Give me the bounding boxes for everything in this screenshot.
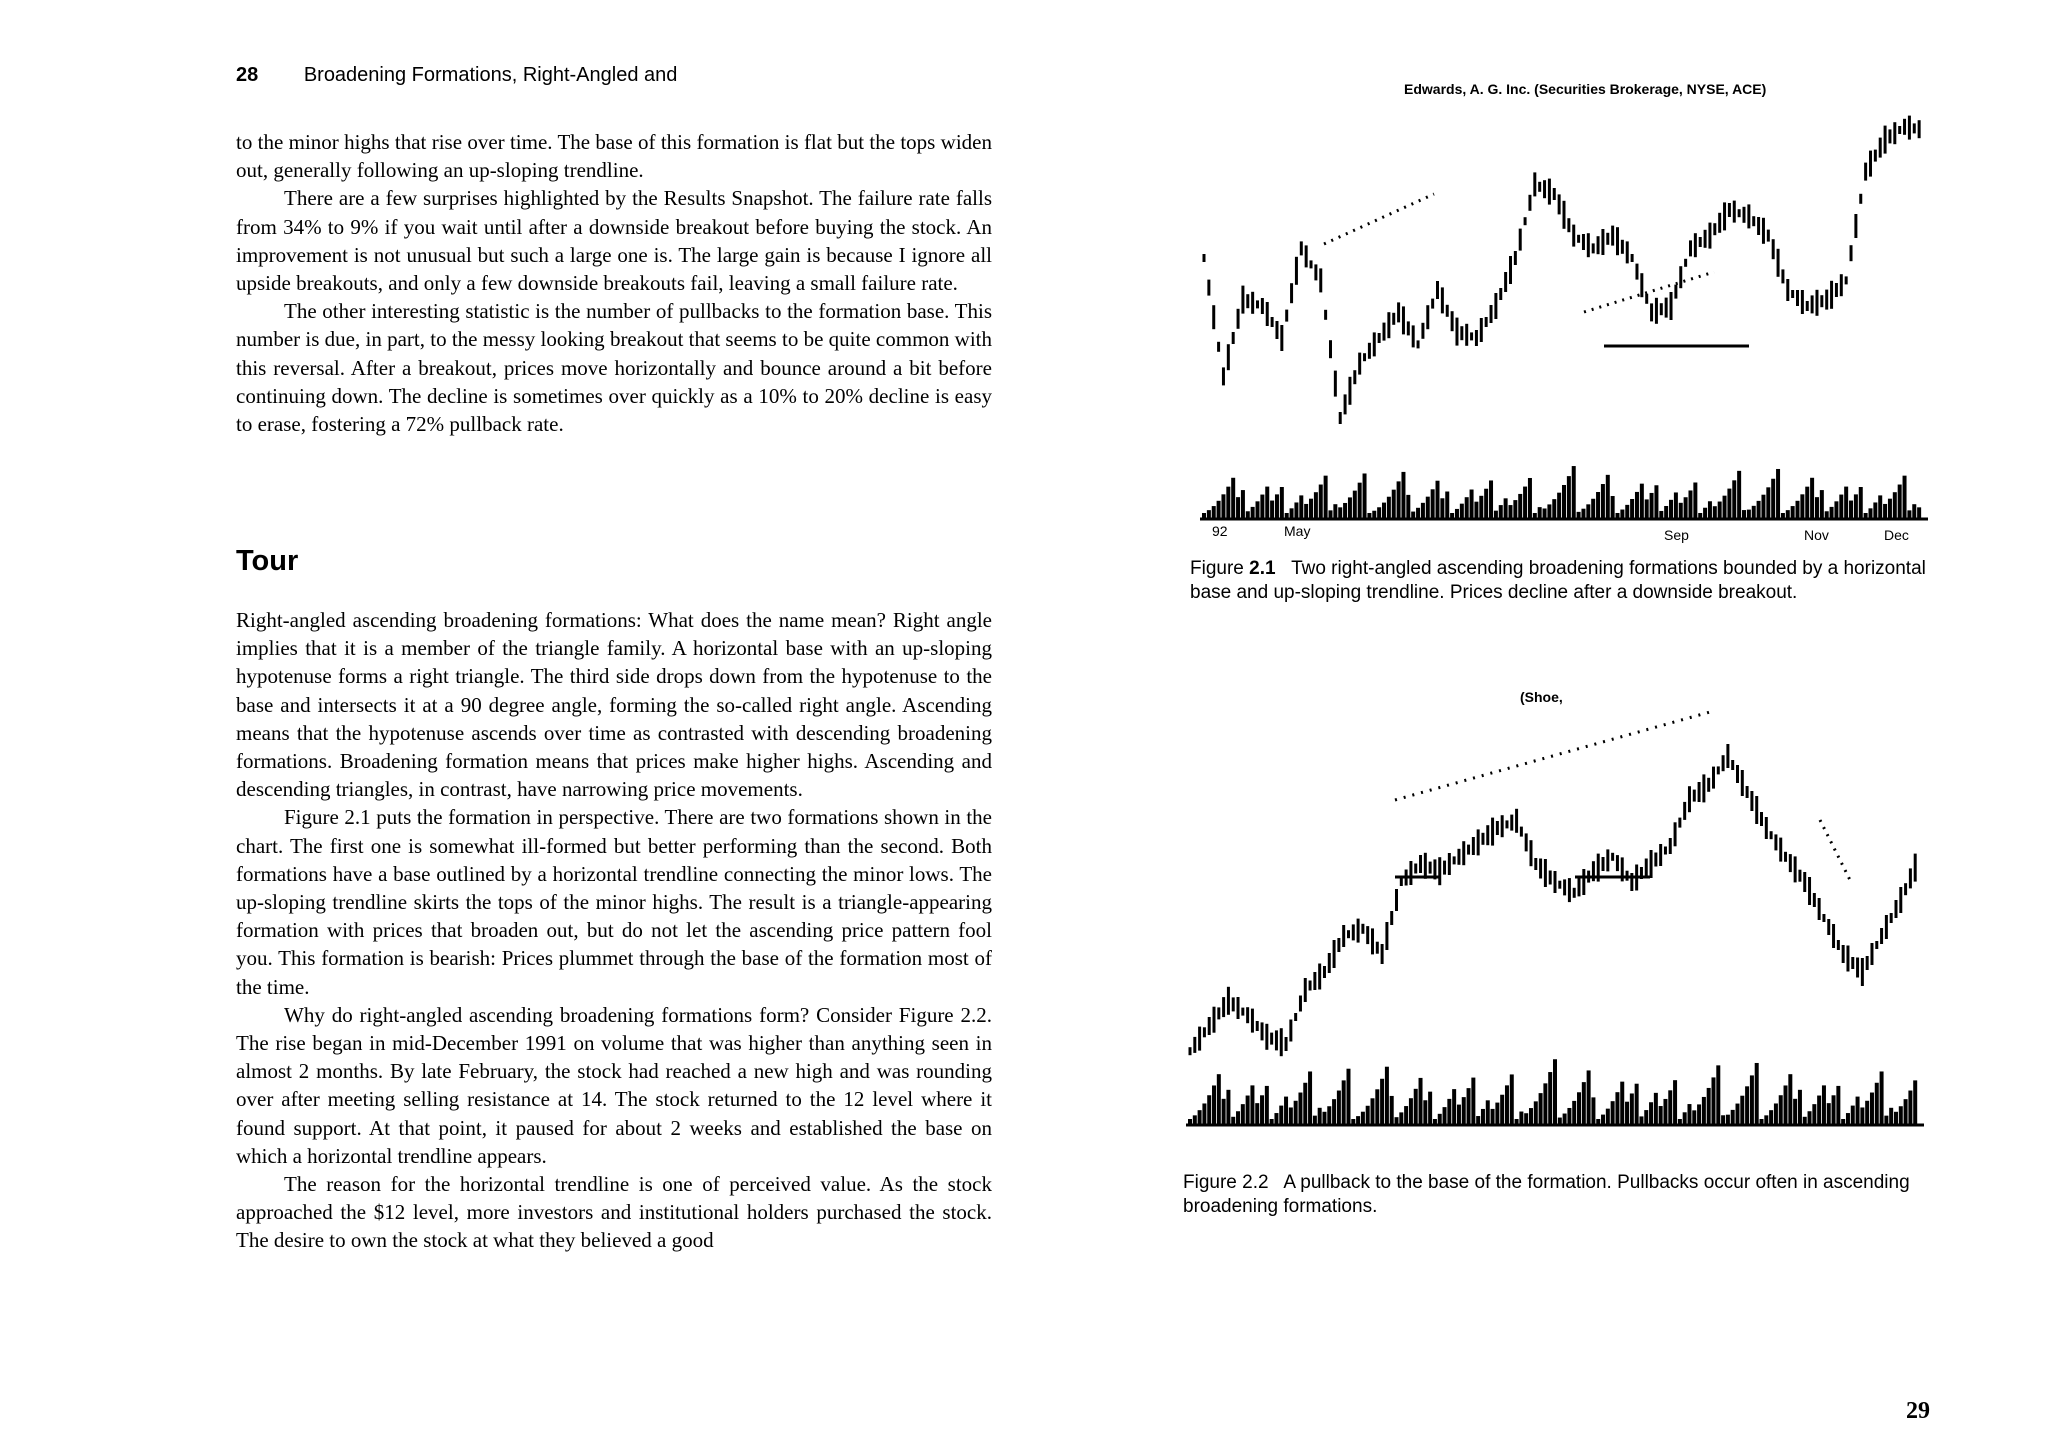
trendline-top <box>1395 712 1710 800</box>
volume-bar <box>1875 1083 1879 1125</box>
volume-bar <box>1800 494 1804 519</box>
volume-bar <box>1849 501 1853 519</box>
volume-bar <box>1338 507 1342 519</box>
tick-label: 92 <box>1212 523 1228 539</box>
volume-bar <box>1346 1069 1350 1125</box>
volume-bar <box>1830 507 1834 519</box>
volume-bar <box>1251 507 1255 519</box>
volume-bar <box>1635 492 1639 519</box>
volume-bar <box>1489 480 1493 519</box>
volume-bar <box>1788 1074 1792 1125</box>
figure-2-1-chart <box>1184 74 1964 544</box>
volume-bar <box>1805 487 1809 519</box>
volume-bar <box>1390 1096 1394 1125</box>
volume-bar <box>1683 1112 1687 1125</box>
volume-bar <box>1688 490 1692 519</box>
volume-bar <box>1212 506 1216 519</box>
volume-bar <box>1440 498 1444 519</box>
volume-bar <box>1798 1090 1802 1125</box>
volume-bar <box>1385 1067 1389 1125</box>
volume-bar <box>1834 501 1838 519</box>
volume-bar <box>1419 1078 1423 1125</box>
volume-bar <box>1250 1085 1254 1125</box>
volume-bar <box>1908 1091 1912 1125</box>
volume-bar <box>1836 1086 1840 1125</box>
volume-bar <box>1284 1097 1288 1125</box>
volume-bar <box>1510 1074 1514 1125</box>
x-axis-labels <box>1212 523 1909 543</box>
volume-bar <box>1708 501 1712 519</box>
volume-bar <box>1793 1099 1797 1125</box>
volume-bar <box>1231 478 1235 519</box>
volume-bar <box>1865 1101 1869 1125</box>
volume-bar <box>1553 1059 1557 1125</box>
volume-bar <box>1319 485 1323 519</box>
volume-bar <box>1745 1086 1749 1125</box>
volume-bar <box>1859 487 1863 519</box>
caption-text: A pullback to the base of the formation. Pullbacks occur often in ascending broadening formations. <box>1183 1172 1910 1217</box>
volume-bar <box>1375 1089 1379 1125</box>
paragraph: Why do right-angled ascending broadening formations form? Consider Figure 2.2. The rise began in mid-December 1991 on volume that was higher than anything seen in almost 2 months. By late February, the stock had reached a new high and was rounding over after meeting selling resistance at 14. The stock returned to the 12 level where it found support. At that point, it paused for about 2 weeks and established the base on which a horizontal trendline appears. <box>236 1002 992 1168</box>
volume-bar <box>1499 505 1503 519</box>
figure-2-2-caption <box>1183 1171 1953 1219</box>
trendline-pullback <box>1820 820 1850 880</box>
volume-bar <box>1827 1103 1831 1125</box>
volume-bar <box>1392 490 1396 519</box>
volume-bar <box>1912 504 1916 519</box>
volume-bar <box>1416 508 1420 519</box>
volume-bar <box>1280 487 1284 519</box>
volume-bar <box>1207 1095 1211 1125</box>
volume-bar <box>1428 1092 1432 1125</box>
volume-bar <box>1465 497 1469 519</box>
volume-bar <box>1462 1097 1466 1125</box>
volume-bar <box>1318 1108 1322 1125</box>
volume-bar <box>1421 503 1425 519</box>
volume-bar <box>1846 1113 1850 1125</box>
volume-bar <box>1217 501 1221 519</box>
volume-bar <box>1640 484 1644 519</box>
paragraph: The reason for the horizontal trendline is one of perceived value. As the stock approached the $12 level, more investors and institutional holders purchased the stock. The desire to own the stock at what they believed a good <box>236 1172 992 1253</box>
volume-bar <box>1294 502 1298 519</box>
volume-bar <box>1399 1112 1403 1125</box>
paragraph: to the minor highs that rise over time. The base of this formation is flat but the tops widen out, generally following an up-sloping trendline. <box>236 130 992 183</box>
caption-label: Figure <box>1190 558 1244 579</box>
volume-bar <box>1567 1108 1571 1125</box>
volume-bar <box>1587 1070 1591 1125</box>
tick-label: Dec <box>1884 527 1909 543</box>
volume-bar <box>1348 497 1352 519</box>
volume-bar <box>1755 1063 1759 1125</box>
volume-bar <box>1707 1088 1711 1125</box>
body-text-block-1 <box>236 128 992 438</box>
volume-bar <box>1868 508 1872 519</box>
volume-bar <box>1684 497 1688 519</box>
volume-bar <box>1217 1074 1221 1125</box>
volume-bar <box>1664 506 1668 519</box>
volume-bar <box>1844 487 1848 519</box>
volume-bar <box>1457 1105 1461 1125</box>
volume-bar <box>1659 1106 1663 1125</box>
volume-bar <box>1606 1109 1610 1125</box>
volume-bar <box>1654 1093 1658 1125</box>
volume-bar <box>1304 504 1308 519</box>
volume-bar <box>1406 495 1410 519</box>
volume-bar <box>1625 505 1629 519</box>
volume-bar <box>1644 1110 1648 1125</box>
volume-bar <box>1246 1096 1250 1125</box>
volume-bar <box>1523 487 1527 519</box>
volume-bar <box>1343 503 1347 519</box>
volume-bar <box>1723 496 1727 519</box>
volume-bar <box>1860 1107 1864 1125</box>
volume-bar <box>1832 1095 1836 1125</box>
volume-bar <box>1630 1093 1634 1125</box>
volume-bar <box>1697 1104 1701 1125</box>
volume-bar <box>1397 481 1401 519</box>
volume-bar <box>1839 495 1843 519</box>
body-text-block-2 <box>236 606 992 1255</box>
volume-bar <box>1893 492 1897 519</box>
volume-bar <box>1543 508 1547 519</box>
volume-bar <box>1226 487 1230 519</box>
volume-bar <box>1796 501 1800 519</box>
volume-bar <box>1740 1096 1744 1125</box>
volume-bar <box>1736 1104 1740 1125</box>
volume-bar <box>1447 1099 1451 1125</box>
volume-bar <box>1467 1088 1471 1125</box>
volume-bar <box>1221 494 1225 519</box>
volume-bar <box>1650 493 1654 519</box>
volume-bar <box>1256 501 1260 519</box>
volume-bar <box>1436 481 1440 519</box>
volume-bar <box>1274 1113 1278 1125</box>
volume-bar <box>1504 498 1508 519</box>
volume-bar <box>1716 1065 1720 1125</box>
trendline-1-top <box>1324 194 1434 244</box>
volume-bar <box>1601 1115 1605 1125</box>
volume-bar <box>1299 495 1303 519</box>
volume-bar <box>1363 473 1367 519</box>
paragraph: Right-angled ascending broadening formations: What does the name mean? Right angle implies that it is a member of the triangle family. A horizontal base with an up-sloping hypotenuse forms a right triangle. The third side drops down from the hypotenuse to the base and intersects it at a 90 degree angle, forming the so-called right angle. Ascending means that the hypotenuse ascends over time as contrasted with descending broadening formations. Broadening formation means that prices make higher highs. Ascending and descending triangles, in contrast, have narrowing price movements. <box>236 608 992 802</box>
price-bars <box>1190 744 1915 1056</box>
volume-bar <box>1371 1098 1375 1125</box>
volume-bar <box>1601 484 1605 519</box>
volume-bar <box>1445 492 1449 519</box>
volume-bar <box>1873 502 1877 519</box>
volume-bar <box>1337 1091 1341 1125</box>
volume-bar <box>1713 506 1717 519</box>
volume-bar <box>1423 1100 1427 1125</box>
volume-bar <box>1674 492 1678 519</box>
volume-bar <box>1563 1114 1567 1125</box>
volume-bar <box>1438 1114 1442 1125</box>
volume-bar <box>1270 501 1274 519</box>
volume-bar <box>1687 1104 1691 1125</box>
volume-bar <box>1241 490 1245 519</box>
volume-bar <box>1894 1112 1898 1125</box>
page-number: 28 <box>236 64 259 86</box>
volume-bar <box>1538 507 1542 519</box>
volume-bar <box>1401 472 1405 519</box>
volume-bar <box>1260 1095 1264 1125</box>
volume-bar <box>1776 469 1780 519</box>
volume-bar <box>1275 494 1279 519</box>
page-number-right: 29 <box>1906 1398 1930 1424</box>
volume-bar <box>1679 503 1683 519</box>
volume-bar <box>1460 504 1464 519</box>
volume-bar <box>1702 1097 1706 1125</box>
volume-bar <box>1324 476 1328 519</box>
volume-bar <box>1692 1110 1696 1125</box>
volume-bar <box>1202 1103 1206 1125</box>
volume-bar <box>1309 499 1313 519</box>
volume-bar <box>1265 1086 1269 1125</box>
volume-bar <box>1606 475 1610 519</box>
volume-bar <box>1519 1112 1523 1125</box>
volume-bar <box>1625 1102 1629 1125</box>
volume-bar <box>1727 489 1731 519</box>
volume-bar <box>1899 1106 1903 1125</box>
volume-bar <box>1198 1110 1202 1125</box>
figure-2-2-svg <box>1180 680 1970 1140</box>
volume-bar <box>1222 1099 1226 1125</box>
volume-bar <box>1711 1077 1715 1125</box>
volume-bar <box>1851 1106 1855 1125</box>
volume-bar <box>1452 1089 1456 1125</box>
volume-bar <box>1654 485 1658 519</box>
volume-bar <box>1779 1095 1783 1125</box>
volume-bar <box>1518 494 1522 519</box>
volume-bar <box>1298 1093 1302 1125</box>
tick-label: Sep <box>1664 527 1689 543</box>
volume-bar <box>1611 1101 1615 1125</box>
volume-bar <box>1649 1102 1653 1125</box>
volume-bar <box>1883 504 1887 519</box>
volume-bar <box>1333 504 1337 519</box>
paragraph: The other interesting statistic is the number of pullbacks to the formation base. This number is due, in part, to the messy looking breakout that seems to be quite common with this reversal. After a breakout, prices move horizontally and bounce around a bit before continuing down. The decline is sometimes over quickly as a 10% to 20% decline is easy to erase, fostering a 72% pullback rate. <box>236 299 992 437</box>
volume-bar <box>1409 1098 1413 1125</box>
volume-bar <box>1236 497 1240 519</box>
tick-label: Nov <box>1804 527 1829 543</box>
caption-text: Two right-angled ascending broadening formations bounded by a horizontal base and up-sloping trendline. Prices decline after a downside breakout. <box>1190 558 1926 603</box>
volume-bar <box>1591 1097 1595 1125</box>
volume-bar <box>1904 1099 1908 1125</box>
volume-bar <box>1495 1103 1499 1125</box>
volume-bar <box>1784 1085 1788 1125</box>
volume-bar <box>1529 1108 1533 1125</box>
volume-bar <box>1265 487 1269 519</box>
volume-bar <box>1552 499 1556 519</box>
volume-bar <box>1380 1079 1384 1125</box>
volume-bar <box>1481 1109 1485 1125</box>
volume-bar <box>1757 501 1761 519</box>
figure-2-2-chart <box>1180 680 1970 1140</box>
volume-bar <box>1673 1080 1677 1125</box>
volume-bar <box>1913 1080 1917 1125</box>
volume-bar <box>1718 502 1722 519</box>
volume-bar <box>1484 489 1488 519</box>
volume-bar <box>1898 485 1902 519</box>
volume-bar <box>1586 504 1590 519</box>
price-bars <box>1204 116 1919 424</box>
volume-bars <box>1200 466 1928 519</box>
volume-bar <box>1539 1093 1543 1125</box>
volume-bar <box>1889 1108 1893 1125</box>
volume-bar <box>1414 1089 1418 1125</box>
volume-bar <box>1620 1082 1624 1125</box>
volume-bar <box>1669 500 1673 519</box>
volume-bar <box>1635 1084 1639 1125</box>
volume-bar <box>1524 1113 1528 1125</box>
volume-bar <box>1737 471 1741 519</box>
volume-bar <box>1377 507 1381 519</box>
paragraph: There are a few surprises highlighted by the Results Snapshot. The failure rate falls from 34% to 9% if you wait until after a downside breakout before buying the stock. An improvement is not unusual but such a large one is. The large gain is because I ignore all upside breakouts, and only a few downside breakouts fail, leaving a small failure rate. <box>236 186 992 296</box>
volume-bar <box>1870 1093 1874 1125</box>
volume-bar <box>1854 494 1858 519</box>
figure-2-1-caption <box>1190 557 1950 605</box>
tick-label: May <box>1284 523 1311 539</box>
volume-bars <box>1186 1059 1924 1125</box>
volume-bar <box>1471 1078 1475 1125</box>
volume-bar <box>1774 1103 1778 1125</box>
running-head <box>236 64 677 87</box>
volume-bar <box>1404 1106 1408 1125</box>
volume-bar <box>1810 478 1814 519</box>
volume-bar <box>1474 502 1478 519</box>
volume-bar <box>1822 1085 1826 1125</box>
volume-bar <box>1279 1106 1283 1125</box>
volume-bar <box>1791 506 1795 519</box>
volume-bar <box>1645 499 1649 519</box>
figure-2-1-svg <box>1184 74 1964 544</box>
volume-bar <box>1387 497 1391 519</box>
volume-bar <box>1731 1110 1735 1125</box>
volume-bar <box>1917 507 1921 519</box>
volume-bar <box>1255 1103 1259 1125</box>
volume-bar <box>1582 1082 1586 1125</box>
volume-bar <box>1557 493 1561 519</box>
volume-bar <box>1290 508 1294 519</box>
volume-bar <box>1693 482 1697 519</box>
chart-title: (Shoe, <box>1520 689 1563 705</box>
volume-bar <box>1548 1072 1552 1125</box>
volume-bar <box>1611 496 1615 519</box>
volume-bar <box>1366 1106 1370 1125</box>
volume-bar <box>1630 499 1634 519</box>
volume-bar <box>1294 1101 1298 1125</box>
volume-bar <box>1663 1099 1667 1125</box>
volume-bar <box>1308 1071 1312 1125</box>
volume-bar <box>1260 495 1264 519</box>
volume-bar <box>1856 1097 1860 1125</box>
volume-bar <box>1289 1107 1293 1125</box>
volume-bar <box>1212 1085 1216 1125</box>
volume-bar <box>1572 1101 1576 1125</box>
volume-bar <box>1761 495 1765 519</box>
chart-title: Edwards, A. G. Inc. (Securities Brokerage, NYSE, ACE) <box>1404 81 1767 97</box>
volume-bar <box>1820 490 1824 519</box>
volume-bar <box>1426 497 1430 519</box>
volume-bar <box>1572 466 1576 519</box>
volume-bar <box>1236 1111 1240 1125</box>
volume-bar <box>1508 505 1512 519</box>
volume-bar <box>1615 1092 1619 1125</box>
volume-bar <box>1878 495 1882 519</box>
volume-bar <box>1812 1104 1816 1125</box>
volume-bar <box>1752 506 1756 519</box>
volume-bar <box>1358 483 1362 519</box>
volume-bar <box>1455 509 1459 519</box>
volume-bar <box>1808 1111 1812 1125</box>
volume-bar <box>1726 1115 1730 1125</box>
volume-bar <box>1332 1099 1336 1125</box>
volume-bar <box>1303 1083 1307 1125</box>
caption-label: Figure 2.2 <box>1183 1172 1269 1193</box>
volume-bar <box>1732 480 1736 519</box>
volume-bar <box>1562 485 1566 519</box>
volume-bar <box>1513 500 1517 519</box>
trendline-2-top <box>1584 272 1714 312</box>
volume-bar <box>1342 1080 1346 1125</box>
volume-bar <box>1547 504 1551 519</box>
volume-bar <box>1703 508 1707 519</box>
running-head-title: Broadening Formations, Right-Angled and <box>303 64 678 86</box>
volume-bar <box>1491 1109 1495 1125</box>
volume-bar <box>1591 499 1595 519</box>
volume-bar <box>1543 1083 1547 1125</box>
volume-bar <box>1226 1090 1230 1125</box>
volume-bar <box>1769 1110 1773 1125</box>
volume-bar <box>1668 1090 1672 1125</box>
volume-bar <box>1577 1092 1581 1125</box>
volume-bar <box>1771 479 1775 519</box>
volume-bar <box>1596 492 1600 519</box>
volume-bar <box>1382 503 1386 519</box>
volume-bar <box>1327 1106 1331 1125</box>
paragraph: Figure 2.1 puts the formation in perspective. There are two formations shown in the chart. The first one is somewhat ill-formed but better performing than the second. Both formations have a base outlined by a horizontal trendline connecting the minor lows. The up-sloping trendline skirts the tops of the minor highs. The result is a triangle-appearing formation with prices that broaden out, but do not let the ascending price pattern fool you. This formation is bearish: Prices plummet through the base of the formation most of the time. <box>236 805 992 999</box>
volume-bar <box>1817 1096 1821 1125</box>
volume-bar <box>1903 476 1907 519</box>
volume-bar <box>1581 509 1585 519</box>
volume-bar <box>1322 1112 1326 1125</box>
volume-bar <box>1815 497 1819 519</box>
volume-bar <box>1486 1100 1490 1125</box>
volume-bar <box>1750 1075 1754 1125</box>
volume-bar <box>1470 490 1474 519</box>
volume-bar <box>1500 1095 1504 1125</box>
volume-bar <box>1431 489 1435 519</box>
volume-bar <box>1241 1104 1245 1125</box>
volume-bar <box>1479 496 1483 519</box>
volume-bar <box>1353 491 1357 519</box>
section-heading: Tour <box>236 545 299 577</box>
volume-bar <box>1880 1071 1884 1125</box>
volume-bar <box>1888 499 1892 519</box>
volume-bar <box>1534 1101 1538 1125</box>
volume-bar <box>1567 476 1571 519</box>
volume-bar <box>1505 1085 1509 1125</box>
volume-bar <box>1361 1112 1365 1125</box>
volume-bar <box>1528 478 1532 519</box>
volume-bar <box>1443 1107 1447 1125</box>
caption-number: 2.1 <box>1249 558 1276 579</box>
volume-bar <box>1314 492 1318 519</box>
volume-bar <box>1766 487 1770 519</box>
